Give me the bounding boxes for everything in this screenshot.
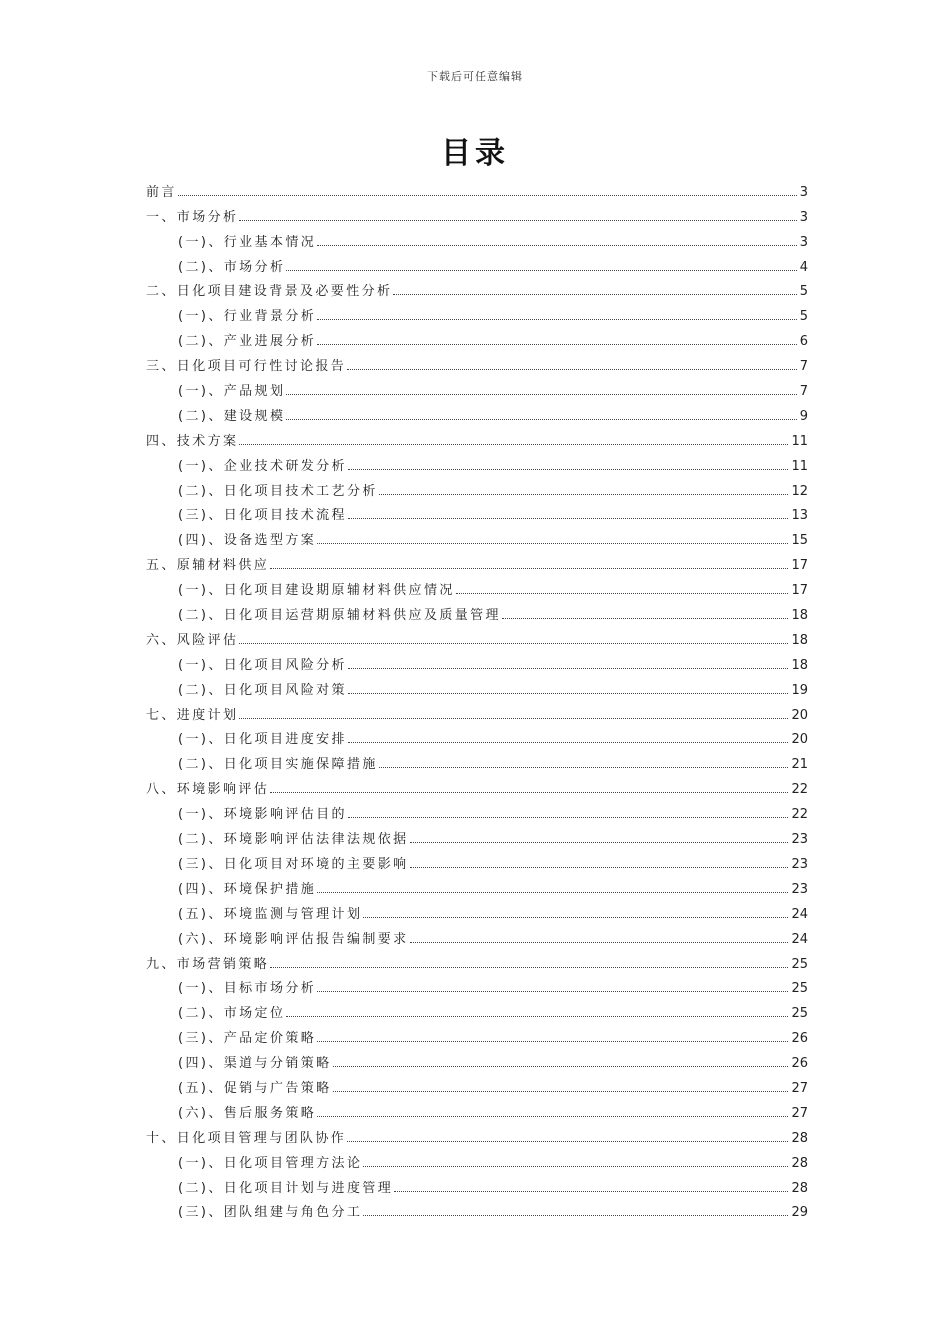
- toc-entry-label: (二)、产业进展分析: [178, 334, 317, 350]
- toc-entry[interactable]: [146, 897, 808, 922]
- toc-entry-label: (二)、建设规模: [178, 408, 286, 424]
- toc-entry-label: (二)、市场定位: [178, 1006, 286, 1022]
- toc-dot-leader: [348, 469, 789, 470]
- toc-dot-leader: [348, 817, 789, 818]
- toc-dot-leader: [317, 1041, 788, 1042]
- toc-dot-leader: [348, 518, 789, 519]
- toc-entry-page-number: 5: [799, 309, 808, 325]
- toc-entry-label: (六)、售后服务策略: [178, 1105, 317, 1121]
- toc-entry-page-number: 11: [791, 458, 808, 474]
- toc-entry-page-number: 4: [799, 259, 808, 275]
- toc-entry-page-number: 20: [791, 732, 808, 748]
- toc-entry-label: (四)、环境保护措施: [178, 881, 317, 897]
- toc-dot-leader: [347, 369, 797, 370]
- toc-entry-page-number: 22: [791, 807, 808, 823]
- toc-entry-page-number: 20: [791, 707, 808, 723]
- toc-entry-page-number: 19: [791, 682, 808, 698]
- toc-entry[interactable]: [146, 424, 808, 449]
- toc-entry[interactable]: [146, 1171, 808, 1196]
- toc-entry-page-number: 13: [791, 508, 808, 524]
- toc-entry[interactable]: [146, 499, 808, 524]
- toc-entry[interactable]: [146, 200, 808, 225]
- toc-dot-leader: [394, 1191, 788, 1192]
- toc-dot-leader: [379, 767, 789, 768]
- toc-dot-leader: [347, 1141, 788, 1142]
- toc-entry-page-number: 28: [791, 1130, 808, 1146]
- toc-dot-leader: [317, 543, 788, 544]
- toc-entry[interactable]: [146, 1196, 808, 1221]
- toc-dot-leader: [270, 568, 788, 569]
- toc-entry[interactable]: [146, 523, 808, 548]
- toc-entry[interactable]: [146, 797, 808, 822]
- toc-entry-label: 五、原辅材料供应: [146, 558, 270, 574]
- toc-entry[interactable]: [146, 250, 808, 275]
- toc-entry[interactable]: [146, 822, 808, 847]
- toc-entry[interactable]: [146, 673, 808, 698]
- toc-entry-label: 前言: [146, 184, 177, 200]
- toc-entry-page-number: 18: [791, 657, 808, 673]
- toc-entry[interactable]: [146, 972, 808, 997]
- toc-entry[interactable]: [146, 996, 808, 1021]
- toc-entry[interactable]: [146, 648, 808, 673]
- toc-entry[interactable]: [146, 922, 808, 947]
- toc-entry-label: (一)、日化项目建设期原辅材料供应情况: [178, 583, 455, 599]
- toc-entry-page-number: 12: [791, 483, 808, 499]
- toc-entry-label: 八、环境影响评估: [146, 782, 270, 798]
- toc-entry-label: (二)、环境影响评估法律法规依据: [178, 832, 409, 848]
- toc-dot-leader: [333, 1066, 789, 1067]
- toc-dot-leader: [410, 942, 789, 943]
- toc-dot-leader: [239, 718, 788, 719]
- toc-dot-leader: [317, 245, 797, 246]
- toc-entry-page-number: 22: [791, 782, 808, 798]
- toc-entry-page-number: 18: [791, 608, 808, 624]
- toc-entry-page-number: 24: [791, 906, 808, 922]
- toc-dot-leader: [239, 220, 796, 221]
- toc-entry-label: 一、市场分析: [146, 209, 239, 225]
- toc-entry[interactable]: [146, 548, 808, 573]
- toc-entry-label: (一)、产品规划: [178, 384, 286, 400]
- toc-dot-leader: [239, 643, 788, 644]
- toc-entry[interactable]: [146, 747, 808, 772]
- toc-entry-page-number: 28: [791, 1180, 808, 1196]
- toc-entry-page-number: 23: [791, 832, 808, 848]
- toc-entry-page-number: 18: [791, 632, 808, 648]
- toc-entry-page-number: 9: [799, 408, 808, 424]
- toc-entry-label: (二)、日化项目实施保障措施: [178, 757, 378, 773]
- toc-dot-leader: [363, 1166, 788, 1167]
- toc-dot-leader: [333, 1091, 789, 1092]
- toc-entry-page-number: 27: [791, 1080, 808, 1096]
- toc-dot-leader: [317, 892, 788, 893]
- toc-entry[interactable]: [146, 324, 808, 349]
- toc-dot-leader: [317, 319, 797, 320]
- toc-entry[interactable]: [146, 1071, 808, 1096]
- toc-dot-leader: [317, 344, 797, 345]
- toc-dot-leader: [410, 842, 789, 843]
- toc-entry-label: (三)、日化项目技术流程: [178, 508, 347, 524]
- toc-dot-leader: [456, 593, 789, 594]
- toc-entry-label: (二)、日化项目运营期原辅材料供应及质量管理: [178, 608, 501, 624]
- toc-entry[interactable]: [146, 1046, 808, 1071]
- toc-entry-page-number: 28: [791, 1155, 808, 1171]
- toc-entry-label: (一)、日化项目风险分析: [178, 657, 347, 673]
- toc-entry-page-number: 15: [791, 533, 808, 549]
- toc-dot-leader: [393, 294, 796, 295]
- toc-entry-label: 六、风险评估: [146, 632, 239, 648]
- toc-entry[interactable]: [146, 1096, 808, 1121]
- toc-dot-leader: [502, 618, 789, 619]
- toc-entry[interactable]: [146, 474, 808, 499]
- toc-entry-label: (六)、环境影响评估报告编制要求: [178, 931, 409, 947]
- toc-entry-label: (一)、企业技术研发分析: [178, 458, 347, 474]
- toc-dot-leader: [348, 693, 789, 694]
- toc-entry-label: (一)、行业背景分析: [178, 309, 317, 325]
- toc-entry[interactable]: [146, 872, 808, 897]
- toc-entry-page-number: 11: [791, 433, 808, 449]
- toc-entry[interactable]: [146, 772, 808, 797]
- toc-dot-leader: [363, 917, 788, 918]
- toc-entry-page-number: 6: [799, 334, 808, 350]
- toc-dot-leader: [379, 494, 789, 495]
- toc-entry-label: (五)、促销与广告策略: [178, 1080, 332, 1096]
- toc-entry-label: (一)、行业基本情况: [178, 234, 317, 250]
- toc-dot-leader: [363, 1215, 788, 1216]
- toc-entry-page-number: 3: [799, 234, 808, 250]
- toc-dot-leader: [317, 991, 788, 992]
- toc-entry-label: 十、日化项目管理与团队协作: [146, 1130, 347, 1146]
- toc-entry[interactable]: [146, 573, 808, 598]
- toc-entry-page-number: 7: [799, 359, 808, 375]
- toc-entry-page-number: 25: [791, 1006, 808, 1022]
- toc-entry[interactable]: [146, 449, 808, 474]
- toc-entry-label: (二)、市场分析: [178, 259, 286, 275]
- toc-entry[interactable]: [146, 225, 808, 250]
- toc-entry-page-number: 5: [799, 284, 808, 300]
- toc-dot-leader: [286, 270, 796, 271]
- toc-entry[interactable]: [146, 847, 808, 872]
- toc-entry-label: (二)、日化项目计划与进度管理: [178, 1180, 394, 1196]
- toc-entry-label: 九、市场营销策略: [146, 956, 270, 972]
- toc-entry-label: (三)、日化项目对环境的主要影响: [178, 856, 409, 872]
- toc-entry[interactable]: [146, 349, 808, 374]
- toc-dot-leader: [286, 419, 796, 420]
- toc-entry-page-number: 25: [791, 956, 808, 972]
- toc-dot-leader: [286, 1016, 788, 1017]
- toc-entry[interactable]: [146, 623, 808, 648]
- toc-entry-label: (三)、团队组建与角色分工: [178, 1205, 363, 1221]
- toc-dot-leader: [239, 444, 788, 445]
- toc-entry[interactable]: [146, 374, 808, 399]
- toc-entry-label: 七、进度计划: [146, 707, 239, 723]
- toc-dot-leader: [286, 394, 796, 395]
- toc-dot-leader: [178, 195, 797, 196]
- toc-dot-leader: [270, 967, 788, 968]
- toc-dot-leader: [348, 668, 789, 669]
- header-note: 下载后可任意编辑: [427, 70, 523, 83]
- toc-entry-page-number: 21: [791, 757, 808, 773]
- toc-entry[interactable]: [146, 399, 808, 424]
- toc-entry-page-number: 27: [791, 1105, 808, 1121]
- toc-dot-leader: [348, 742, 789, 743]
- toc-entry-page-number: 26: [791, 1031, 808, 1047]
- toc-entry-label: (五)、环境监测与管理计划: [178, 906, 363, 922]
- toc-entry[interactable]: [146, 598, 808, 623]
- toc-entry-page-number: 26: [791, 1056, 808, 1072]
- toc-entry[interactable]: [146, 175, 808, 200]
- toc-entry-label: 二、日化项目建设背景及必要性分析: [146, 284, 393, 300]
- toc-entry-label: (一)、日化项目进度安排: [178, 732, 347, 748]
- toc-entry-label: (四)、设备选型方案: [178, 533, 317, 549]
- toc-dot-leader: [270, 792, 788, 793]
- toc-entry-label: (一)、环境影响评估目的: [178, 807, 347, 823]
- toc-entry-page-number: 17: [791, 583, 808, 599]
- toc-entry-label: (四)、渠道与分销策略: [178, 1056, 332, 1072]
- toc-entry[interactable]: [146, 1021, 808, 1046]
- toc-entry-page-number: 23: [791, 856, 808, 872]
- toc-entry-label: 三、日化项目可行性讨论报告: [146, 359, 347, 375]
- toc-entry-page-number: 23: [791, 881, 808, 897]
- toc-dot-leader: [317, 1116, 788, 1117]
- toc-entry-page-number: 17: [791, 558, 808, 574]
- toc-entry[interactable]: [146, 275, 808, 300]
- page-title: 目录: [441, 136, 509, 171]
- toc-entry[interactable]: [146, 299, 808, 324]
- toc-entry-page-number: 3: [799, 184, 808, 200]
- toc-entry-label: (二)、日化项目风险对策: [178, 682, 347, 698]
- toc-entry-label: 四、技术方案: [146, 433, 239, 449]
- toc-entry-label: (三)、产品定价策略: [178, 1031, 317, 1047]
- toc-entry[interactable]: [146, 723, 808, 748]
- toc-entry-page-number: 29: [791, 1205, 808, 1221]
- toc-entry[interactable]: [146, 947, 808, 972]
- toc-entry-page-number: 7: [799, 384, 808, 400]
- toc-entry-label: (一)、目标市场分析: [178, 981, 317, 997]
- toc-entry[interactable]: [146, 1146, 808, 1171]
- toc-entry[interactable]: [146, 698, 808, 723]
- toc-entry-label: (二)、日化项目技术工艺分析: [178, 483, 378, 499]
- toc-entry-label: (一)、日化项目管理方法论: [178, 1155, 363, 1171]
- toc-dot-leader: [410, 867, 789, 868]
- toc-entry[interactable]: [146, 1121, 808, 1146]
- toc-entry-page-number: 25: [791, 981, 808, 997]
- table-of-contents: [146, 175, 808, 1220]
- toc-entry-page-number: 24: [791, 931, 808, 947]
- toc-entry-page-number: 3: [799, 209, 808, 225]
